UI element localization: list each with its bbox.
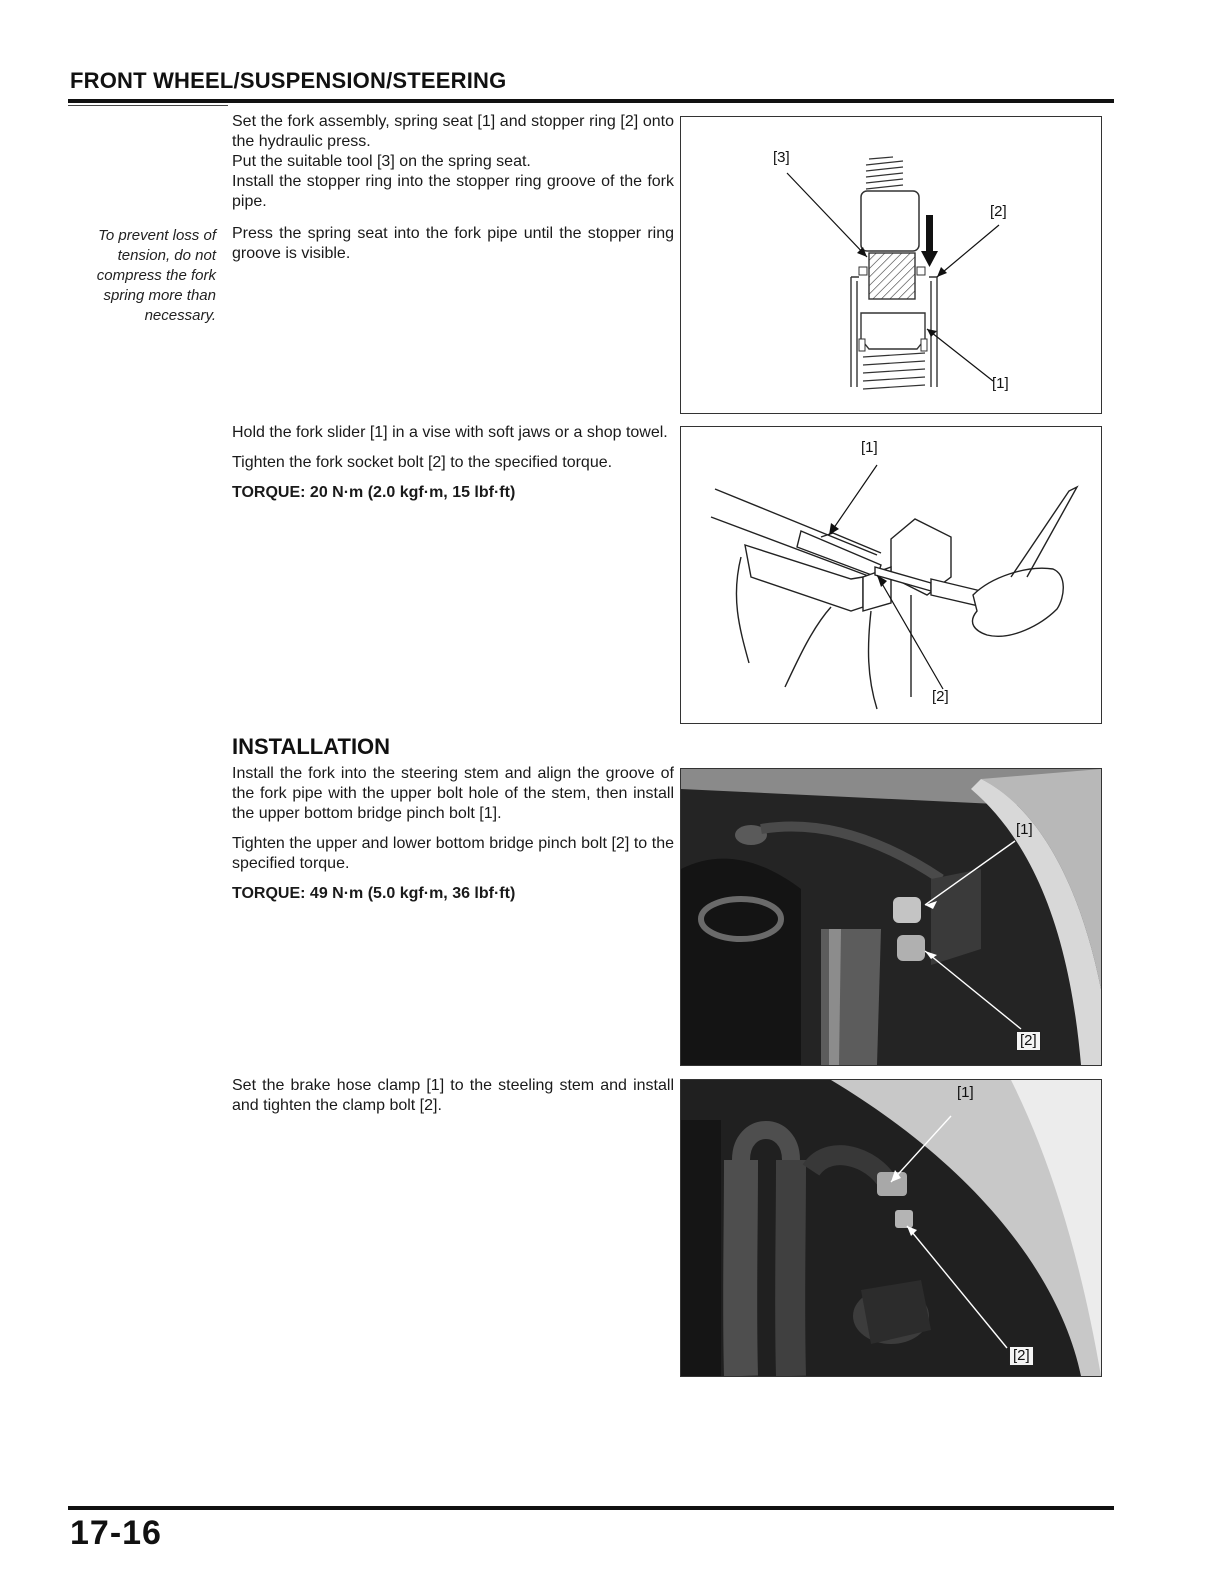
fig1-callout-1: [1] [992,375,1009,392]
figure-pinch-bolt-photo [680,768,1102,1066]
press-arrow-head [921,251,938,267]
step2-torque: TORQUE: 20 N·m (2.0 kgf·m, 15 lbf·ft) [232,484,516,501]
installation-clamp: Set the brake hose clamp [1] to the steeling stem and install and tighten the clamp bolt [2]. [232,1077,674,1114]
fig1-callout-2: [2] [990,203,1007,220]
press-tool [869,253,915,299]
pinch-bolt-photo [681,769,1101,1065]
clamp-text [232,1076,674,1126]
hand [972,487,1077,636]
fork-press-diagram [681,117,1101,413]
lower-spring [863,353,925,389]
header-rule-thin [68,105,228,106]
figure-fork-press [680,116,1102,414]
groove-right [921,339,927,351]
step2-tighten: Tighten the fork socket bolt [2] to the specified torque. [232,454,613,471]
figure-brake-hose-clamp-photo [680,1079,1102,1377]
installation-install: Install the fork into the steering stem and align the groove of the fork pipe with the upper bolt hole of the stem, then install the upper bottom bridge pinch bolt [1]. [232,765,674,822]
fig3-callout-2: [2] [1016,1031,1041,1051]
figure-fork-slider-vise [680,426,1102,724]
step1-text [232,112,674,212]
spring-seat-block [861,191,919,251]
vise-diagram [681,427,1101,723]
fig3-callout-1: [1] [1016,821,1033,838]
step1-line-1: Set the fork assembly, spring seat [1] and stopper ring [2] onto the hydraulic press. [232,113,674,150]
step1-press: Press the spring seat into the fork pipe until the stopper ring groove is visible. [232,225,674,262]
installation-torque: TORQUE: 49 N·m (5.0 kgf·m, 36 lbf·ft) [232,885,516,902]
step1-press-text [232,224,674,264]
installation-tighten: Tighten the upper and lower bottom bridge pinch bolt [2] to the specified torque. [232,835,674,872]
fig4-callout-2: [2] [1009,1346,1034,1366]
brake-hose-clamp-photo [681,1080,1101,1376]
stopper-ring-left [859,267,867,275]
stopper-ring-right [917,267,925,275]
inner-spring-seat [861,313,925,349]
step2-text [232,423,674,513]
installation-text [232,764,674,914]
step2-hold: Hold the fork slider [1] in a vise with soft jaws or a shop towel. [232,424,668,441]
section-heading-installation: INSTALLATION [232,734,391,759]
vise-body [736,519,951,709]
groove-left [859,339,865,351]
header-rule [68,99,1114,103]
press-arrow-shaft [926,215,933,253]
upper-spring [866,157,903,189]
step1-line-2: Put the suitable tool [3] on the spring seat. [232,153,531,170]
side-note: To prevent loss of tension, do not compress the fork spring more than necessary. [96,227,216,324]
fig2-callout-2: [2] [932,688,949,705]
footer-rule [68,1506,1114,1510]
fig4-callout-1: [1] [957,1084,974,1101]
page-number: 17-16 [70,1514,162,1552]
page-title: FRONT WHEEL/SUSPENSION/STEERING [70,68,507,93]
fig2-callout-1: [1] [861,439,878,456]
fig1-callout-3: [3] [773,149,790,166]
step1-line-3: Install the stopper ring into the stopper ring groove of the fork pipe. [232,173,674,210]
